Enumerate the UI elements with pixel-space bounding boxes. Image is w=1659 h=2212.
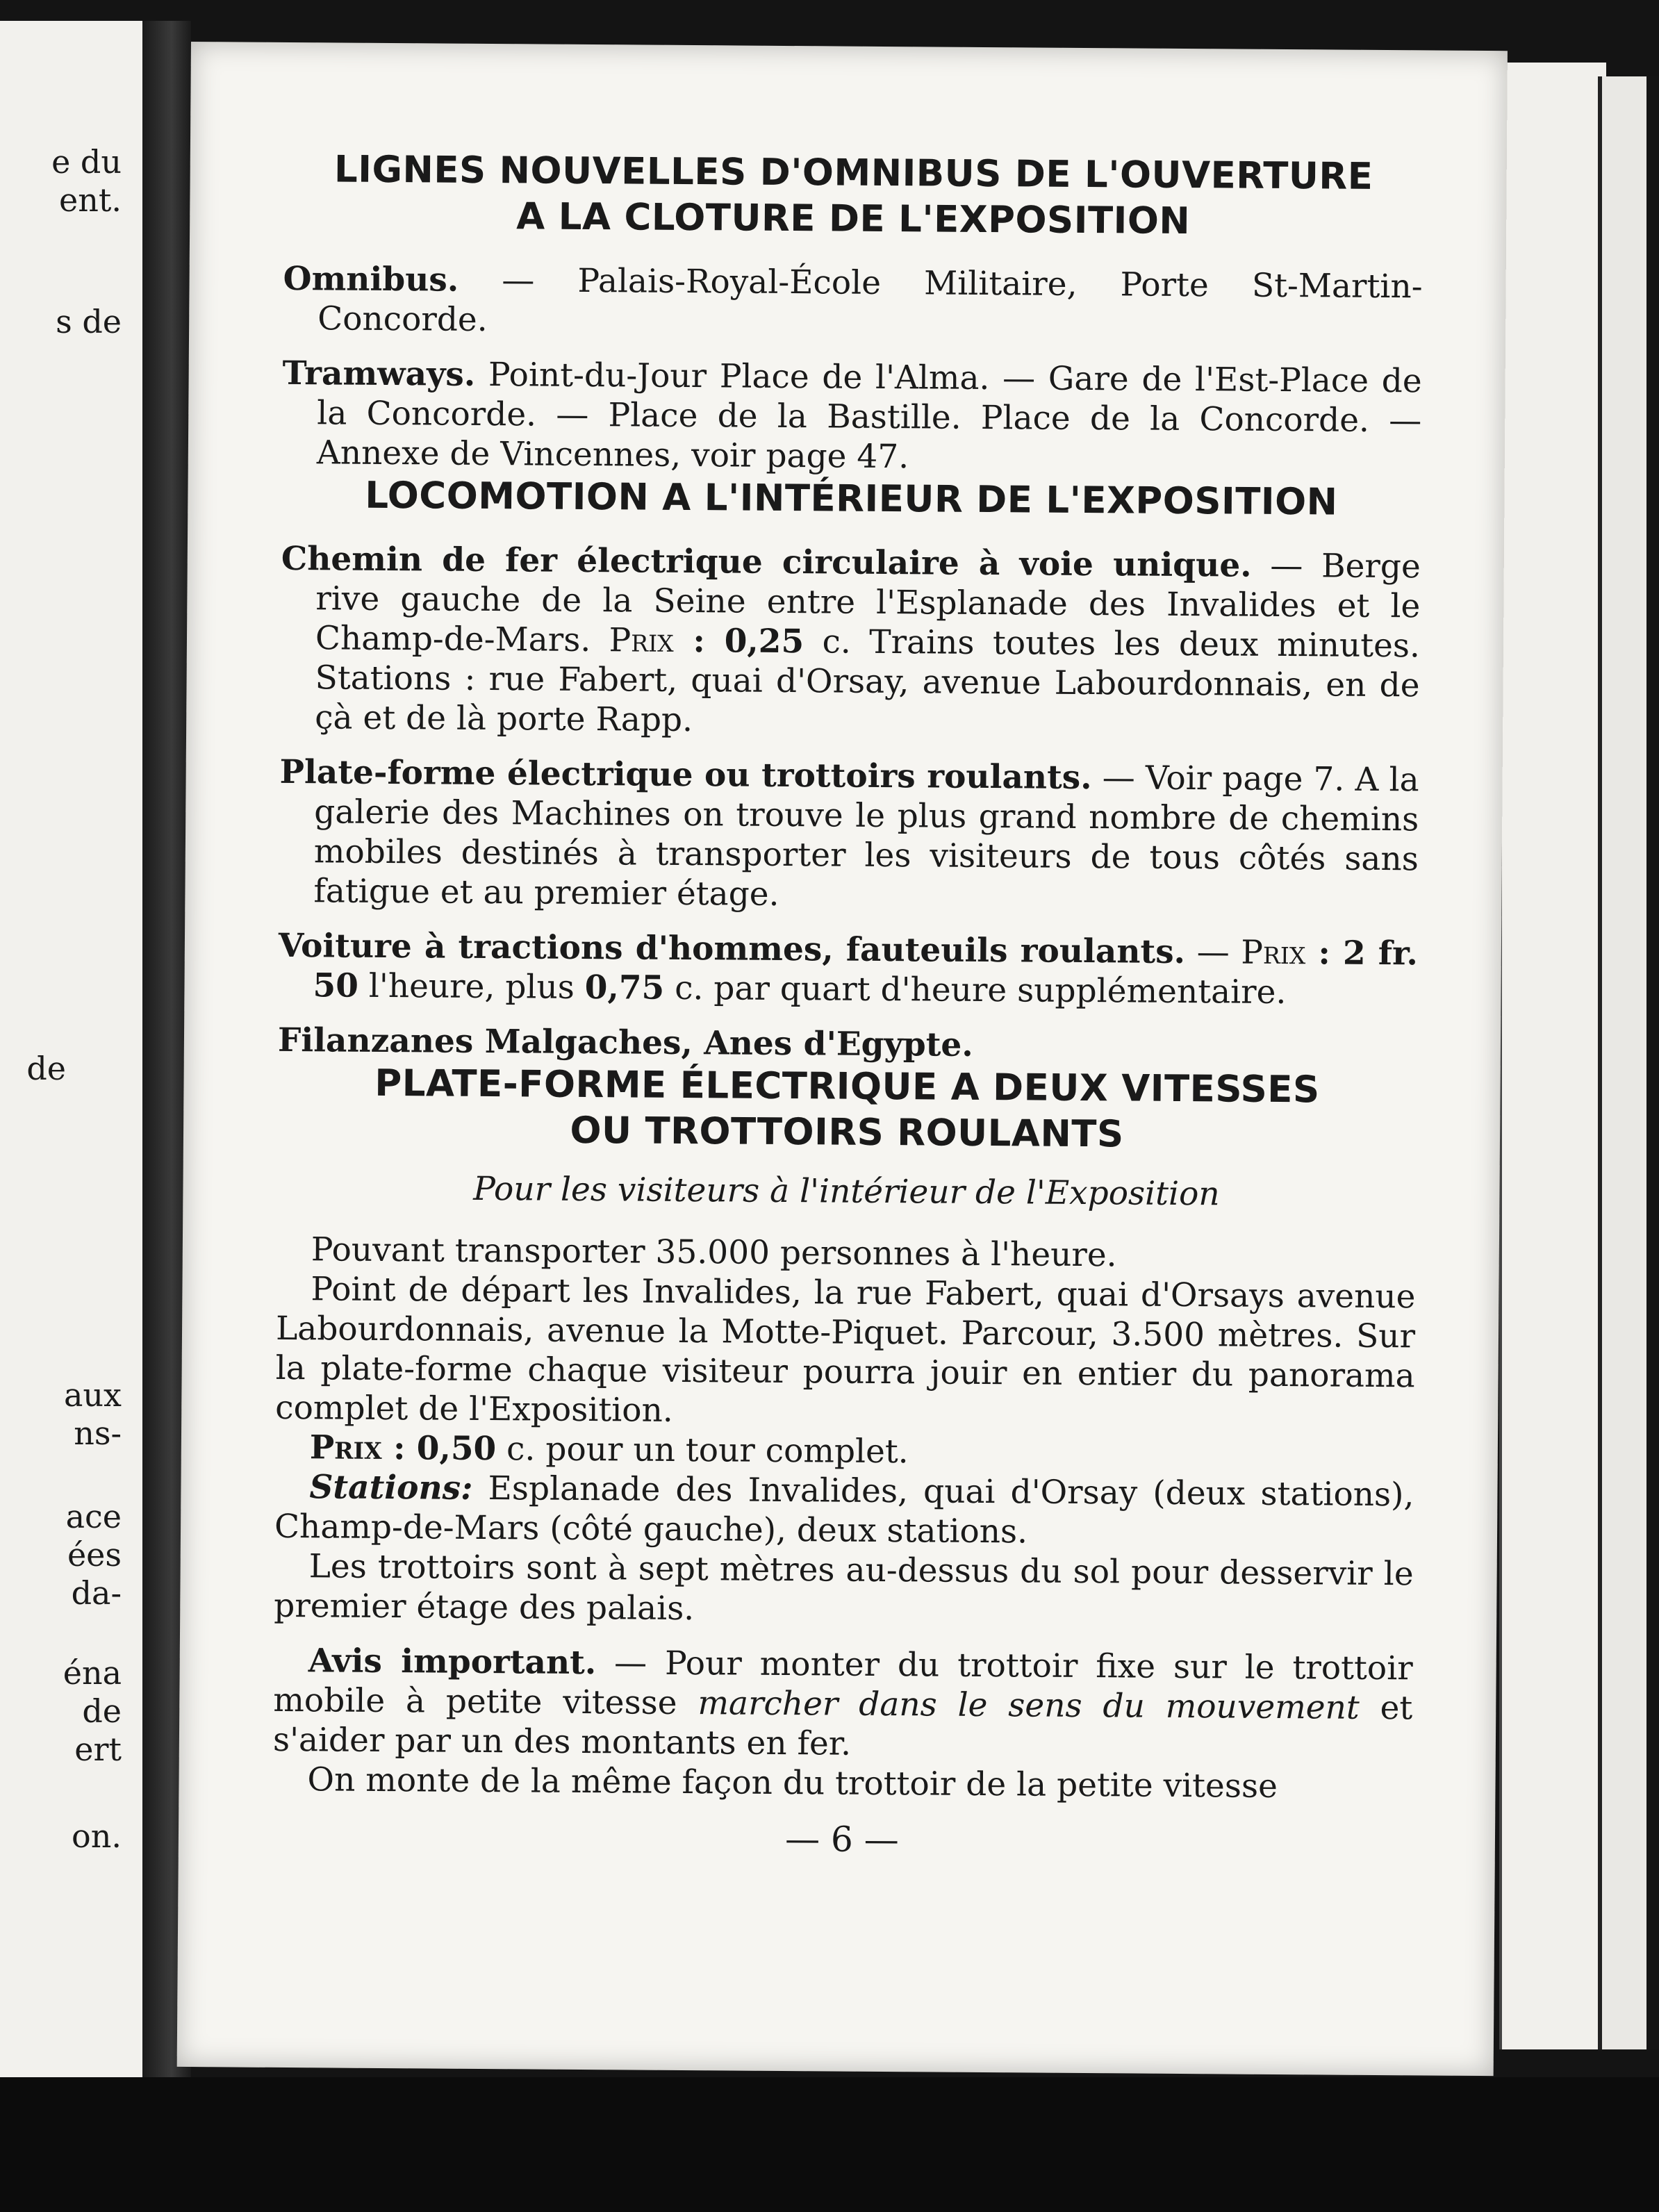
left-fragment: ent. <box>59 181 122 219</box>
scan-background <box>0 2077 1659 2212</box>
tramways-entry: Tramways. Point-du-Jour Place de l'Alma. — Gare de l'Est-Place de la Concorde. — Place de la Bastille. Place de la Concorde. — Annexe de Vincennes, voir page 47. <box>282 354 1422 477</box>
omnibus-entry: Omnibus. — Palais-Royal-École Militaire, Porte St-Martin-Concorde. <box>283 259 1423 339</box>
page-number: — 6 — <box>784 1819 899 1860</box>
cover-edge <box>1646 76 1659 2049</box>
page-content <box>272 147 1423 1864</box>
height-paragraph: Les trottoirs sont à sept mètres au-dessus du sol pour desservir le premier étage des palais. <box>274 1547 1414 1628</box>
next-page-edge <box>1499 63 1606 2049</box>
section-title-locomotion: LOCOMOTION A L'INTÉRIEUR DE L'EXPOSITION <box>365 474 1338 524</box>
voiture-entry: Voiture à tractions d'hommes, fauteuils roulants. — Prix : 2 fr. 50 l'heure, plus 0,75 c. par quart d'heure supplémentaire. <box>278 926 1419 1012</box>
left-fragment: s de <box>56 303 122 340</box>
route-paragraph: Point de départ les Invalides, la rue Fabert, quai d'Orsays avenue Labourdonnais, avenue la Motte-Piquet. Parcour, 3.500 mètres. Sur la plate-forme chaque visiteur pourra jouir en entier du panorama complet de l'Exposition. <box>275 1270 1416 1430</box>
chemin-de-fer-entry: Chemin de fer électrique circulaire à voie unique. — Berge rive gauche de la Seine entre l'Esplanade des Invalides et le Champ-de-Mars. Prix : 0,25 c. Trains toutes les deux minutes. Stations : rue Fabert, quai d'Orsay, avenue Labourdonnais, en de çà et de là porte Rapp. <box>281 539 1421 740</box>
section-title-plate-forme: PLATE-FORME ÉLECTRIQUE A DEUX VITESSES OU TROTTOIRS ROULANTS <box>374 1062 1320 1156</box>
plate-forme-entry: Plate-forme électrique ou trottoirs roulants. — Voir page 7. A la galerie des Machines on trouve le plus grand nombre de chemins mobiles destinés à transporter les visiteurs de tous côtés sans fatigue et au premier étage. <box>279 752 1419 914</box>
left-fragment: da- <box>71 1574 122 1612</box>
section-title-omnibus: LIGNES NOUVELLES D'OMNIBUS DE L'OUVERTURE A LA CLOTURE DE L'EXPOSITION <box>333 148 1373 243</box>
closing-paragraph: On monte de la même façon du trottoir de la petite vitesse <box>307 1760 1278 1806</box>
left-fragment: e du <box>51 143 122 181</box>
notice-paragraph: Avis important. — Pour monter du trottoir fixe sur le trottoir mobile à petite vitesse marcher dans le sens du mouvement et s'aider par un des montants en fer. <box>272 1642 1413 1763</box>
price-paragraph: Prix : 0,50 c. pour un tour complet. <box>309 1428 909 1471</box>
left-fragment: ert <box>74 1731 122 1768</box>
previous-page <box>0 21 145 2077</box>
left-fragment: éna <box>63 1654 122 1692</box>
book-page <box>177 42 1508 2076</box>
left-fragment: de <box>26 1050 66 1087</box>
left-fragment: de <box>82 1692 122 1730</box>
left-fragment: on. <box>72 1817 122 1855</box>
left-fragment: ns- <box>74 1414 122 1452</box>
filanzanes-entry: Filanzanes Malgaches, Anes d'Egypte. <box>277 1021 973 1064</box>
section-subtitle: Pour les visiteurs à l'intérieur de l'Exposition <box>473 1169 1220 1214</box>
page-stack-edge <box>1598 76 1651 2049</box>
capacity-paragraph: Pouvant transporter 35.000 personnes à l'heure. <box>311 1230 1117 1275</box>
left-fragment: ace <box>65 1498 122 1535</box>
stations-paragraph: Stations: Esplanade des Invalides, quai d'Orsay (deux stations), Champ-de-Mars (côté gauche), deux stations. <box>274 1468 1414 1551</box>
left-fragment: ées <box>67 1536 122 1574</box>
left-fragment: aux <box>64 1376 122 1414</box>
